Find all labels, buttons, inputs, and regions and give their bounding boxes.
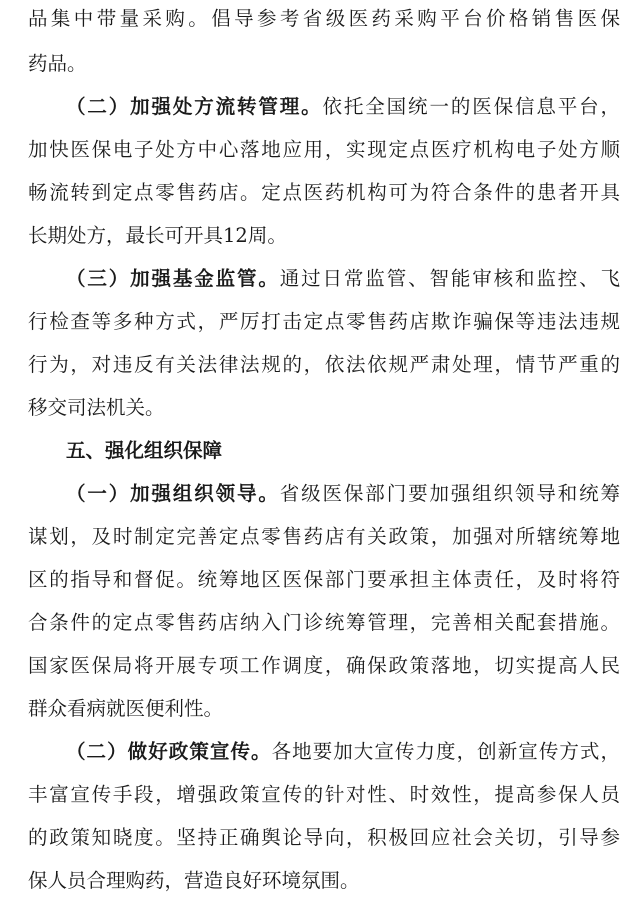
paragraph-label: （二）做好政策宣传。 [66,740,272,763]
paragraph-line: 丰富宣传手段，增强政策宣传的针对性、时效性，提高参保人员 [28,783,620,806]
paragraph-line: 行为，对违反有关法律法规的，依法依规严肃处理，情节严重的 [28,353,620,376]
paragraph-label: （三）加强基金监管。 [66,267,280,290]
paragraph-text: 各地要加大宣传力度，创新宣传方式， [271,740,620,763]
paragraph-line: 保人员合理购药，营造良好环境氛围。 [28,869,360,892]
paragraph-line: 行检查等多种方式，严厉打击定点零售药店欺诈骗保等违法违规 [28,310,620,333]
paragraph-first-line [66,262,620,296]
paragraph-label: （二）加强处方流转管理。 [66,95,323,118]
paragraph-line: 区的指导和督促。统筹地区医保部门要承担主体责任，及时将符 [28,568,620,591]
section-heading: 五、强化组织保障 [66,439,223,462]
paragraph-line: 谋划，及时制定完善定点零售药店有关政策，加强对所辖统筹地 [28,525,620,548]
paragraph-line: 药品。 [28,52,87,75]
paragraph-text: 通过日常监管、智能审核和监控、飞 [279,267,620,290]
paragraph-line: 国家医保局将开展专项工作调度，确保政策落地，切实提高人民 [28,654,620,677]
paragraph-line: 的政策知晓度。坚持正确舆论导向，积极回应社会关切，引导参 [28,826,620,849]
paragraph-line: 合条件的定点零售药店纳入门诊统筹管理，完善相关配套措施。 [28,611,620,634]
paragraph-line: 群众看病就医便利性。 [28,697,224,720]
paragraph-text: 依托全国统一的医保信息平台， [322,95,620,118]
paragraph-line: 移交司法机关。 [28,396,165,419]
paragraph-line: 加快医保电子处方中心落地应用，实现定点医疗机构电子处方顺 [28,138,620,161]
paragraph-label: （一）加强组织领导。 [66,482,280,505]
paragraph-text: 省级医保部门要加强组织领导和统筹 [279,482,620,505]
paragraph-first-line [66,735,620,769]
paragraph-line: 畅流转到定点零售药店。定点医药机构可为符合条件的患者开具 [28,181,620,204]
paragraph-first-line [66,477,620,511]
paragraph-first-line [66,90,620,124]
paragraph-line: 品集中带量采购。倡导参考省级医药采购平台价格销售医保 [28,7,620,30]
paragraph-line: 长期处方，最长可开具12周。 [28,224,287,247]
